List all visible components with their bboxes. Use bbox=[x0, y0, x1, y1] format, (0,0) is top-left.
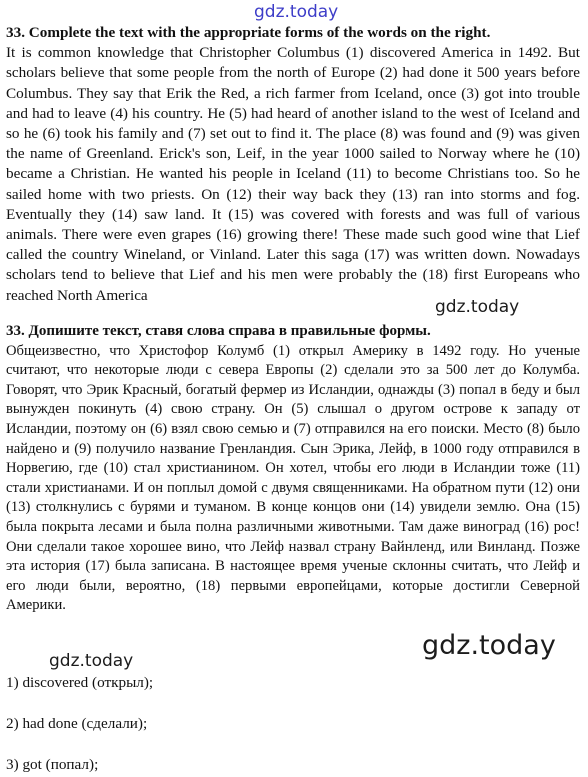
answer-1: 1) discovered (открыл); bbox=[6, 674, 154, 691]
answer-2: 2) had done (сделали); bbox=[6, 715, 148, 732]
watermark-large: gdz.today bbox=[422, 630, 556, 661]
watermark-middle: gdz.today bbox=[435, 297, 520, 317]
russian-exercise bbox=[6, 322, 580, 616]
watermark-top: gdz.today bbox=[254, 2, 339, 22]
english-heading: 33. Complete the text with the appropriate forms of the words on the right. bbox=[6, 24, 491, 41]
english-exercise bbox=[6, 23, 580, 306]
english-text: It is common knowledge that Christopher Columbus (1) discovered America in 1492. But scholars believe that some people from the north of Europe (2) had done it 500 years before Columbus. They say that Erik the Red, a rich farmer from Iceland, once (3) got into trouble and had to leave (4) his country. He (5) had heard of another island to the west of Iceland and so he (6) took his family and (7) set out to find it. The place (8) was found and (9) was given the name of Greenland. Erick's son, Leif, in the year 1000 sailed to Norway where he (10) became a Christian. He wanted his people in Iceland (11) to become Christians too. So he sailed home with two priests. On (12) their way back they (13) ran into storms and fog. Eventually they (14) saw land. It (15) was covered with forests and was full of various animals. There were even grapes (16) growing there! These made such good wine that Lief called the country Wineland, or Vinland. Later this saga (17) was written down. Nowadays scholars tend to believe that Lief and his men were probably the (18) first Europeans who reached North America bbox=[6, 44, 580, 304]
russian-heading: 33. Допишите текст, ставя слова справа в правильные формы. bbox=[6, 323, 431, 339]
russian-text: Общеизвестно, что Христофор Колумб (1) открыл Америку в 1492 году. Но ученые считают, что некоторые люди с севера Европы (2) сделали это за 500 лет до Колумба. Говорят, что Эрик Красный, богатый фермер из Исландии, однажды (3) попал в беду и был вынужден покинуть (4) свою страну. Он (5) слышал о другом острове к западу от Исландии, поэтому он (6) взял свою семью и (7) отправился на его поиски. Место (8) было найдено и (9) получило название Гренландия. Сын Эрика, Лейф, в 1000 году отправился в Норвегию, где (10) стал христианином. Он хотел, чтобы его люди в Исландии тоже (11) стали христианами. И он поплыл домой с двумя священниками. На обратном пути (12) они (13) столкнулись с бурями и туманом. В конце концов они (14) увидели землю. Она (15) была покрыта лесами и была полна различными животными. Там даже виноград (16) рос! Они сделали такое хорошее вино, что Лейф назвал страну Вайнленд, или Винланд. Позже эта история (17) была записана. В настоящее время ученые склонны считать, что Лейф и его люди были, вероятно, (18) первыми европейцами, которые достигли Северной Америки. bbox=[6, 342, 580, 614]
answer-3: 3) got (попал); bbox=[6, 756, 99, 773]
watermark-bottom: gdz.today bbox=[49, 651, 134, 671]
